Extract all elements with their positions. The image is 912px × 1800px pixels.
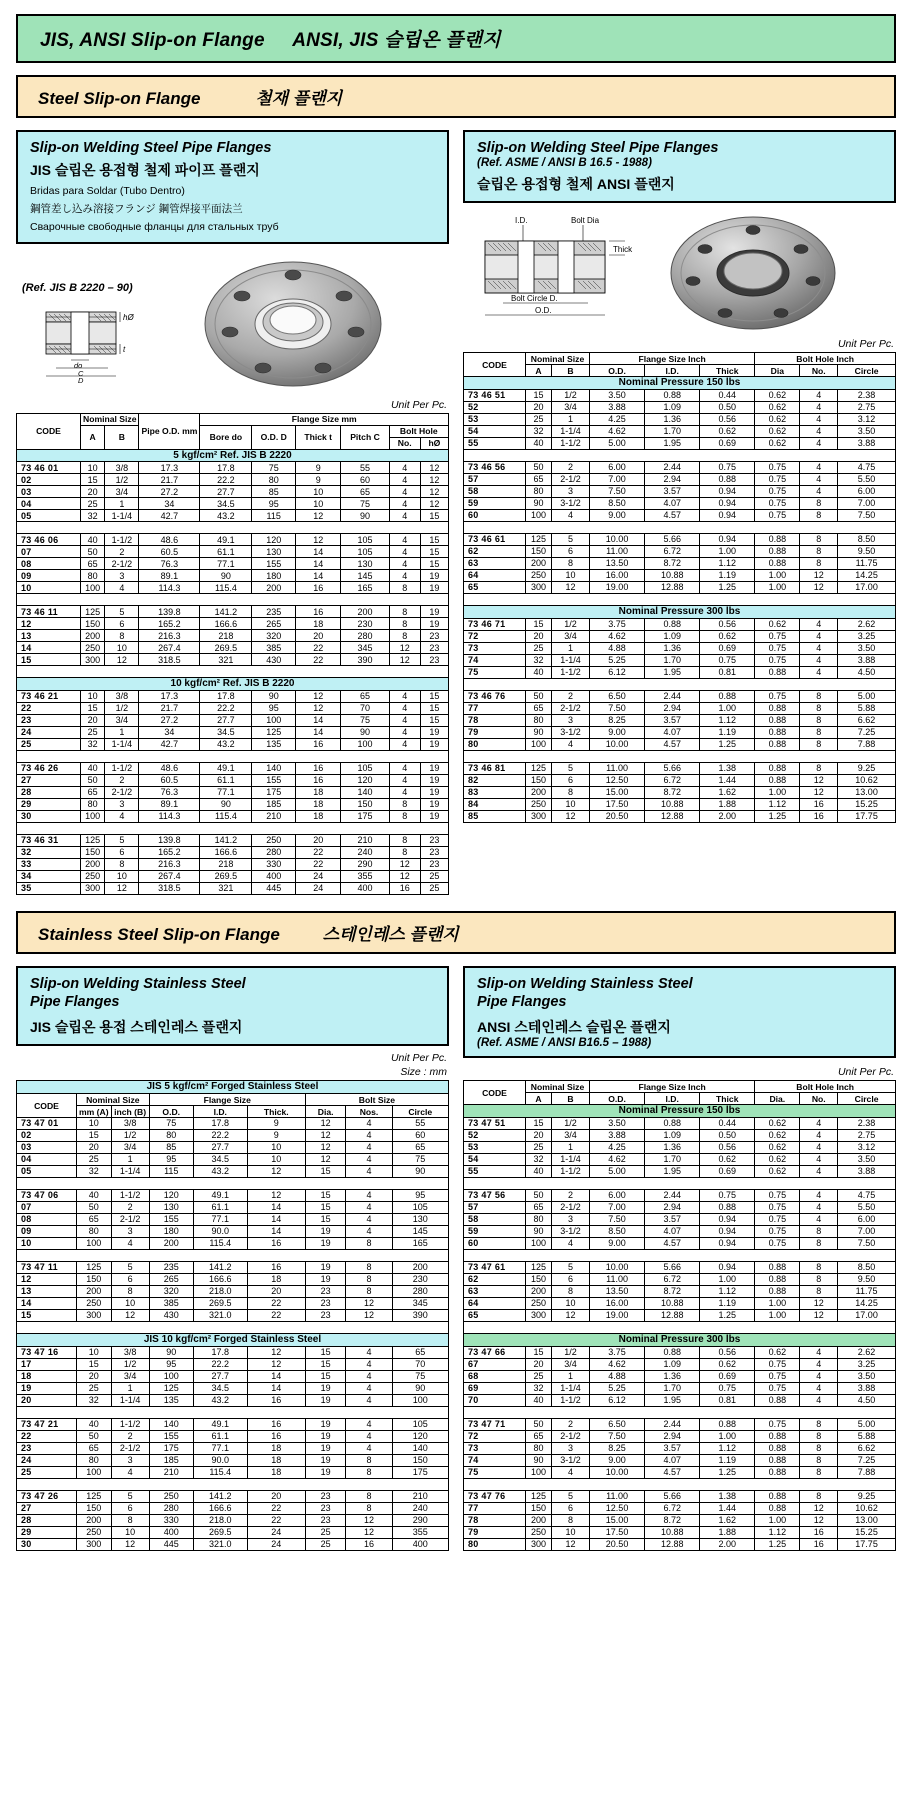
svg-text:I.D.: I.D. <box>515 216 528 226</box>
table-row: 73 47 56 50 2 6.00 2.44 0.75 0.75 4 4.75 <box>464 1190 896 1202</box>
th-od: O.D. <box>149 1106 193 1118</box>
ansi-steel-tbody <box>464 377 896 823</box>
table-row: 73 46 51 15 1/2 3.50 0.88 0.44 0.62 4 2.38 <box>464 389 896 401</box>
table-row: 77 65 2-1/2 7.50 2.94 1.00 0.88 8 5.88 <box>464 702 896 714</box>
jis-ss-unit: Unit Per Pc. <box>390 1052 447 1065</box>
table-row: 13 200 8 216.3 218 320 20 280 8 23 <box>17 630 449 642</box>
table-row: 02 15 1/2 21.7 22.2 80 9 60 4 12 <box>17 474 449 486</box>
table-row: 55 40 1-1/2 5.00 1.95 0.69 0.62 4 3.88 <box>464 437 896 449</box>
table-row: 08 65 2-1/2 76.3 77.1 155 14 130 4 15 <box>17 558 449 570</box>
th-b: B <box>105 425 139 449</box>
jis-steel-title-jp: 鋼管差し込み溶接フランジ 鋼管焊接平面法兰 <box>30 203 243 216</box>
table-row: 04 25 1 95 34.5 10 12 4 75 <box>17 1154 449 1166</box>
ansi-steel-drawing <box>463 211 663 331</box>
th-circle: Circle <box>838 365 896 377</box>
jis-steel-titlebox <box>16 130 449 244</box>
table-row: 73 46 56 50 2 6.00 2.44 0.75 0.75 4 4.75 <box>464 461 896 473</box>
table-row: 08 65 2-1/2 155 77.1 14 15 4 130 <box>17 1214 449 1226</box>
table-row: 28 200 8 330 218.0 22 23 12 290 <box>17 1515 449 1527</box>
table-row: 70 40 1-1/2 6.12 1.95 0.81 0.88 4 4.50 <box>464 1395 896 1407</box>
ansi-ss-ref: (Ref. ASME / ANSI B16.5 – 1988) <box>477 1037 652 1050</box>
ansi-stainless-tbody <box>464 1105 896 1551</box>
table-row: 58 80 3 7.50 3.57 0.94 0.75 4 6.00 <box>464 1214 896 1226</box>
th-code: CODE <box>17 1094 77 1118</box>
table-row: 59 90 3-1/2 8.50 4.07 0.94 0.75 8 7.00 <box>464 497 896 509</box>
stainless-banner-kr: 스테인레스 플랜지 <box>322 925 459 945</box>
table-row: 23 65 2-1/2 175 77.1 18 19 4 140 <box>17 1443 449 1455</box>
table-row: 29 250 10 400 269.5 24 25 12 355 <box>17 1527 449 1539</box>
table-row: 73 46 61 125 5 10.00 5.66 0.94 0.88 8 8.50 <box>464 533 896 545</box>
table-row: 73 47 11 125 5 235 141.2 16 19 8 200 <box>17 1262 449 1274</box>
main-banner-en: JIS, ANSI Slip-on Flange <box>40 30 265 51</box>
jis-steel-figures <box>16 252 449 397</box>
svg-text:C: C <box>78 368 84 378</box>
th-flange: Flange Size <box>149 1094 305 1106</box>
table-row: 57 65 2-1/2 7.00 2.94 0.88 0.75 4 5.50 <box>464 473 896 485</box>
jis-steel-column <box>16 130 449 895</box>
th-pitch: Pitch C <box>341 425 389 449</box>
table-row: 24 80 3 185 90.0 18 19 8 150 <box>17 1455 449 1467</box>
table-row: 73 46 76 50 2 6.50 2.44 0.88 0.75 8 5.00 <box>464 690 896 702</box>
table-row: 32 150 6 165.2 166.6 280 22 240 8 23 <box>17 847 449 859</box>
table-row: 73 46 01 10 3/8 17.3 17.8 75 9 55 4 12 <box>17 462 449 474</box>
table-row: 85 300 12 20.50 12.88 2.00 1.25 16 17.75 <box>464 810 896 822</box>
jis-steel-table <box>16 413 449 896</box>
table-row: 72 20 3/4 4.62 1.09 0.62 0.75 4 3.25 <box>464 630 896 642</box>
jis-steel-photo <box>196 252 449 397</box>
jis-steel-tbody <box>17 449 449 895</box>
th-bolthole: Bolt Hole Inch <box>755 353 896 365</box>
table-row: 73 47 66 15 1/2 3.75 0.88 0.56 0.62 4 2.62 <box>464 1347 896 1359</box>
th-b: B <box>552 365 590 377</box>
table-row: 73 46 26 40 1-1/2 48.6 49.1 140 16 105 4 19 <box>17 763 449 775</box>
table-row: 73 47 61 125 5 10.00 5.66 0.94 0.88 8 8.50 <box>464 1262 896 1274</box>
table-row: 10 100 4 200 115.4 16 19 8 165 <box>17 1238 449 1250</box>
th-code: CODE <box>464 353 526 377</box>
th-code: CODE <box>17 413 81 449</box>
table-row: 52 20 3/4 3.88 1.09 0.50 0.62 4 2.75 <box>464 401 896 413</box>
table-row: 17 15 1/2 95 22.2 12 15 4 70 <box>17 1359 449 1371</box>
jis-ss-title-en-2: Pipe Flanges <box>30 994 120 1011</box>
th-thick: Thick <box>700 1093 755 1105</box>
th-code: CODE <box>464 1081 526 1105</box>
table-row: 68 25 1 4.88 1.36 0.69 0.75 4 3.50 <box>464 1371 896 1383</box>
table-row: 03 20 3/4 27.2 27.7 85 10 65 4 12 <box>17 486 449 498</box>
ansi-ss-section-2: Nominal Pressure 300 lbs <box>464 1334 896 1347</box>
th-holedia: hØ <box>420 437 448 449</box>
table-row: 62 150 6 11.00 6.72 1.00 0.88 8 9.50 <box>464 1274 896 1286</box>
table-row: 09 80 3 180 90.0 14 19 4 145 <box>17 1226 449 1238</box>
th-no: No. <box>800 1093 838 1105</box>
table-row: 30 300 12 445 321.0 24 25 16 400 <box>17 1539 449 1551</box>
table-row: 74 32 1-1/4 5.25 1.70 0.75 0.75 4 3.88 <box>464 654 896 666</box>
table-row: 04 25 1 34 34.5 95 10 75 4 12 <box>17 498 449 510</box>
svg-text:hØ: hØ <box>123 312 134 322</box>
table-row: 14 250 10 385 269.5 22 23 12 345 <box>17 1298 449 1310</box>
ansi-steel-titlebox <box>463 130 896 203</box>
table-row: 27 150 6 280 166.6 22 23 8 240 <box>17 1503 449 1515</box>
table-row: 67 20 3/4 4.62 1.09 0.62 0.75 4 3.25 <box>464 1359 896 1371</box>
th-nominal: Nominal Size <box>81 413 139 425</box>
table-row: 60 100 4 9.00 4.57 0.94 0.75 8 7.50 <box>464 1238 896 1250</box>
table-row: 18 20 3/4 100 27.7 14 15 4 75 <box>17 1371 449 1383</box>
steel-banner-kr: 철재 플랜지 <box>255 89 343 108</box>
th-b: B <box>552 1093 590 1105</box>
steel-banner <box>16 75 896 118</box>
table-row: 82 150 6 12.50 6.72 1.44 0.88 12 10.62 <box>464 774 896 786</box>
ansi-steel-table <box>463 352 896 823</box>
jis-ss-section-2: JIS 10 kgf/cm² Forged Stainless Steel <box>17 1334 449 1347</box>
table-row: 74 90 3-1/2 9.00 4.07 1.19 0.88 8 7.25 <box>464 1455 896 1467</box>
main-banner <box>16 14 896 63</box>
jis-steel-title-kr: JIS 슬립온 용접형 철제 파이프 플랜지 <box>30 162 260 179</box>
svg-text:D: D <box>78 375 84 384</box>
table-row: 79 250 10 17.50 10.88 1.88 1.12 16 15.25 <box>464 1527 896 1539</box>
th-bolthole: Bolt Hole Inch <box>755 1081 896 1093</box>
steel-columns <box>16 130 896 895</box>
svg-text:O.D.: O.D. <box>535 306 552 316</box>
table-row: 73 47 16 10 3/8 90 17.8 12 15 4 65 <box>17 1347 449 1359</box>
table-row: 84 250 10 17.50 10.88 1.88 1.12 16 15.25 <box>464 798 896 810</box>
jis-flange-section-drawing <box>16 294 191 384</box>
th-flange: Flange Size Inch <box>590 1081 755 1093</box>
ansi-flange-section-drawing <box>463 211 659 331</box>
table-row: 02 15 1/2 80 22.2 9 12 4 60 <box>17 1130 449 1142</box>
table-row: 22 50 2 155 61.1 16 19 4 120 <box>17 1431 449 1443</box>
table-row: 22 15 1/2 21.7 22.2 95 12 70 4 15 <box>17 703 449 715</box>
table-row: 78 200 8 15.00 8.72 1.62 1.00 12 13.00 <box>464 1515 896 1527</box>
th-nominal: Nominal Size <box>526 1081 590 1093</box>
table-row: 54 32 1-1/4 4.62 1.70 0.62 0.62 4 3.50 <box>464 1154 896 1166</box>
svg-text:Bolt Circle D.: Bolt Circle D. <box>511 294 558 304</box>
table-row: 57 65 2-1/2 7.00 2.94 0.88 0.75 4 5.50 <box>464 1202 896 1214</box>
table-row: 63 200 8 13.50 8.72 1.12 0.88 8 11.75 <box>464 557 896 569</box>
table-row: 80 300 12 20.50 12.88 2.00 1.25 16 17.75 <box>464 1539 896 1551</box>
th-flange: Flange Size mm <box>200 413 449 425</box>
jis-flange-photo <box>196 252 386 397</box>
table-row: 20 32 1-1/4 135 43.2 16 19 4 100 <box>17 1395 449 1407</box>
table-row: 78 80 3 8.25 3.57 1.12 0.88 8 6.62 <box>464 714 896 726</box>
table-row: 73 46 81 125 5 11.00 5.66 1.38 0.88 8 9.25 <box>464 762 896 774</box>
jis-steel-drawing <box>16 252 196 384</box>
table-row: 33 200 8 216.3 218 330 22 290 12 23 <box>17 859 449 871</box>
ansi-ss-title-kr: ANSI 스테인레스 슬립온 플랜지 <box>477 1019 671 1036</box>
ansi-steel-unit: Unit Per Pc. <box>837 338 894 351</box>
table-row: 07 50 2 130 61.1 14 15 4 105 <box>17 1202 449 1214</box>
th-nominal: Nominal Size <box>77 1094 150 1106</box>
jis-steel-title-es: Bridas para Soldar (Tubo Dentro) <box>30 185 185 198</box>
ansi-steel-column <box>463 130 896 895</box>
main-banner-kr: ANSI, JIS 슬립온 플랜지 <box>292 30 501 51</box>
ansi-ss-title-en-2: Pipe Flanges <box>477 994 567 1011</box>
table-row: 73 25 1 4.88 1.36 0.69 0.75 4 3.50 <box>464 642 896 654</box>
table-row: 25 32 1-1/4 42.7 43.2 135 16 100 4 19 <box>17 739 449 751</box>
jis-ss-title-kr: JIS 슬립온 용접 스테인레스 플랜지 <box>30 1019 243 1036</box>
table-row: 13 200 8 320 218.0 20 23 8 280 <box>17 1286 449 1298</box>
table-row: 10 100 4 114.3 115.4 200 16 165 8 19 <box>17 582 449 594</box>
th-flange: Flange Size Inch <box>590 353 755 365</box>
table-row: 15 300 12 430 321.0 22 23 12 390 <box>17 1310 449 1322</box>
th-od: O.D. <box>590 365 645 377</box>
jis-steel-section-1: 5 kgf/cm² Ref. JIS B 2220 <box>17 449 449 462</box>
ansi-steel-title-en: Slip-on Welding Steel Pipe Flanges <box>477 140 719 156</box>
table-row: 73 47 21 40 1-1/2 140 49.1 16 19 4 105 <box>17 1419 449 1431</box>
jis-steel-section-2: 10 kgf/cm² Ref. JIS B 2220 <box>17 678 449 691</box>
table-row: 73 47 26 125 5 250 141.2 20 23 8 210 <box>17 1491 449 1503</box>
ansi-ss-section-1: Nominal Pressure 150 lbs <box>464 1105 896 1118</box>
table-row: 14 250 10 267.4 269.5 385 22 345 12 23 <box>17 642 449 654</box>
table-row: 75 100 4 10.00 4.57 1.25 0.88 8 7.88 <box>464 1467 896 1479</box>
table-row: 27 50 2 60.5 61.1 155 16 120 4 19 <box>17 775 449 787</box>
th-bore: Bore do <box>200 425 252 449</box>
table-row: 55 40 1-1/2 5.00 1.95 0.69 0.62 4 3.88 <box>464 1166 896 1178</box>
ansi-stainless-titlebox <box>463 966 896 1058</box>
th-dia: Dia <box>755 365 800 377</box>
th-thick: Thick. <box>247 1106 305 1118</box>
jis-stainless-column <box>16 966 449 1551</box>
th-nominal: Nominal Size <box>526 353 590 365</box>
table-row: 73 46 71 15 1/2 3.75 0.88 0.56 0.62 4 2.62 <box>464 618 896 630</box>
table-row: 58 80 3 7.50 3.57 0.94 0.75 4 6.00 <box>464 485 896 497</box>
th-od: O.D. D <box>252 425 295 449</box>
table-row: 03 20 3/4 85 27.7 10 12 4 65 <box>17 1142 449 1154</box>
table-row: 63 200 8 13.50 8.72 1.12 0.88 8 11.75 <box>464 1286 896 1298</box>
th-a: A <box>81 425 105 449</box>
svg-text:Thick: Thick <box>613 245 633 255</box>
ansi-steel-section-1: Nominal Pressure 150 lbs <box>464 377 896 390</box>
table-row: 19 25 1 125 34.5 14 19 4 90 <box>17 1383 449 1395</box>
table-row: 77 150 6 12.50 6.72 1.44 0.88 12 10.62 <box>464 1503 896 1515</box>
jis-ss-section-1: JIS 5 kgf/cm² Forged Stainless Steel <box>17 1081 449 1094</box>
th-a: A <box>526 1093 552 1105</box>
table-row: 73 46 06 40 1-1/2 48.6 49.1 120 12 105 4 15 <box>17 534 449 546</box>
ansi-stainless-table <box>463 1080 896 1551</box>
table-row: 65 300 12 19.00 12.88 1.25 1.00 12 17.00 <box>464 1310 896 1322</box>
svg-text:do: do <box>74 360 83 370</box>
ansi-steel-title-kr: 슬립온 용접형 철제 ANSI 플랜지 <box>477 176 675 193</box>
table-row: 29 80 3 89.1 90 185 18 150 8 19 <box>17 799 449 811</box>
table-row: 73 47 76 125 5 11.00 5.66 1.38 0.88 8 9.25 <box>464 1491 896 1503</box>
table-row: 73 47 01 10 3/8 75 17.8 9 12 4 55 <box>17 1118 449 1130</box>
th-thick: Thick <box>700 365 755 377</box>
th-pipe-od: Pipe O.D. mm <box>139 413 200 449</box>
table-row: 79 90 3-1/2 9.00 4.07 1.19 0.88 8 7.25 <box>464 726 896 738</box>
table-row: 23 20 3/4 27.2 27.7 100 14 75 4 15 <box>17 715 449 727</box>
table-row: 69 32 1-1/4 5.25 1.70 0.75 0.75 4 3.88 <box>464 1383 896 1395</box>
table-row: 62 150 6 11.00 6.72 1.00 0.88 8 9.50 <box>464 545 896 557</box>
table-row: 73 46 31 125 5 139.8 141.2 250 20 210 8 23 <box>17 835 449 847</box>
svg-text:Bolt Dia: Bolt Dia <box>571 216 600 226</box>
jis-steel-title-ru: Сварочные свободные фланцы для стальных труб <box>30 221 279 234</box>
ansi-steel-figures <box>463 211 896 336</box>
table-row: 73 46 11 125 5 139.8 141.2 235 16 200 8 19 <box>17 606 449 618</box>
th-od: O.D. <box>590 1093 645 1105</box>
table-row: 54 32 1-1/4 4.62 1.70 0.62 0.62 4 3.50 <box>464 425 896 437</box>
th-id: I.D. <box>645 365 700 377</box>
th-circle: Circle <box>838 1093 896 1105</box>
steel-banner-en: Steel Slip-on Flange <box>38 89 201 108</box>
th-mm: mm (A) <box>77 1106 112 1118</box>
table-row: 35 300 12 318.5 321 445 24 400 16 25 <box>17 883 449 895</box>
table-row: 65 300 12 19.00 12.88 1.25 1.00 12 17.00 <box>464 581 896 593</box>
th-bolt: Bolt Size <box>305 1094 448 1106</box>
svg-text:t: t <box>123 344 126 354</box>
th-inch: inch (B) <box>111 1106 149 1118</box>
th-id: I.D. <box>645 1093 700 1105</box>
th-no: No. <box>800 365 838 377</box>
table-row: 15 300 12 318.5 321 430 22 390 12 23 <box>17 654 449 666</box>
table-row: 64 250 10 16.00 10.88 1.19 1.00 12 14.25 <box>464 1298 896 1310</box>
table-row: 24 25 1 34 34.5 125 14 90 4 19 <box>17 727 449 739</box>
ansi-ss-title-en-1: Slip-on Welding Stainless Steel <box>477 976 693 993</box>
table-row: 72 65 2-1/2 7.50 2.94 1.00 0.88 8 5.88 <box>464 1431 896 1443</box>
th-id: I.D. <box>193 1106 247 1118</box>
th-thick: Thick t <box>295 425 340 449</box>
jis-stainless-titlebox <box>16 966 449 1046</box>
jis-steel-title-en: Slip-on Welding Steel Pipe Flanges <box>30 140 272 156</box>
table-row: 75 40 1-1/2 6.12 1.95 0.81 0.88 4 4.50 <box>464 666 896 678</box>
table-row: 80 100 4 10.00 4.57 1.25 0.88 8 7.88 <box>464 738 896 750</box>
table-row: 53 25 1 4.25 1.36 0.56 0.62 4 3.12 <box>464 413 896 425</box>
table-row: 12 150 6 265 166.6 18 19 8 230 <box>17 1274 449 1286</box>
stainless-banner <box>16 911 896 954</box>
table-row: 52 20 3/4 3.88 1.09 0.50 0.62 4 2.75 <box>464 1130 896 1142</box>
table-row: 73 47 51 15 1/2 3.50 0.88 0.44 0.62 4 2.38 <box>464 1118 896 1130</box>
ansi-steel-ref: (Ref. ASME / ANSI B 16.5 - 1988) <box>477 157 652 170</box>
table-row: 73 47 71 50 2 6.50 2.44 0.88 0.75 8 5.00 <box>464 1419 896 1431</box>
table-row: 60 100 4 9.00 4.57 0.94 0.75 8 7.50 <box>464 509 896 521</box>
table-row: 05 32 1-1/4 42.7 43.2 115 12 90 4 15 <box>17 510 449 522</box>
table-row: 07 50 2 60.5 61.1 130 14 105 4 15 <box>17 546 449 558</box>
ansi-flange-photo <box>663 211 843 336</box>
table-row: 34 250 10 267.4 269.5 400 24 355 12 25 <box>17 871 449 883</box>
table-row: 73 46 21 10 3/8 17.3 17.8 90 12 65 4 15 <box>17 691 449 703</box>
jis-ss-title-en-1: Slip-on Welding Stainless Steel <box>30 976 246 993</box>
jis-stainless-tbody <box>17 1118 449 1551</box>
ansi-stainless-column <box>463 966 896 1551</box>
stainless-banner-en: Stainless Steel Slip-on Flange <box>38 925 280 945</box>
table-row: 59 90 3-1/2 8.50 4.07 0.94 0.75 8 7.00 <box>464 1226 896 1238</box>
th-nos: Nos. <box>346 1106 392 1118</box>
table-row: 73 47 06 40 1-1/2 120 49.1 12 15 4 95 <box>17 1190 449 1202</box>
ansi-steel-photo <box>663 211 896 336</box>
table-row: 30 100 4 114.3 115.4 210 18 175 8 19 <box>17 811 449 823</box>
th-dia: Dia. <box>305 1106 346 1118</box>
table-row: 12 150 6 165.2 166.6 265 18 230 8 19 <box>17 618 449 630</box>
jis-ss-size: Size : mm <box>400 1066 447 1079</box>
th-bolthole: Bolt Hole <box>389 425 448 437</box>
table-row: 83 200 8 15.00 8.72 1.62 1.00 12 13.00 <box>464 786 896 798</box>
stainless-columns <box>16 966 896 1551</box>
th-no: No. <box>389 437 420 449</box>
table-row: 28 65 2-1/2 76.3 77.1 175 18 140 4 19 <box>17 787 449 799</box>
jis-stainless-table <box>16 1080 449 1551</box>
jis-steel-unit: Unit Per Pc. <box>390 398 447 411</box>
table-row: 73 80 3 8.25 3.57 1.12 0.88 8 6.62 <box>464 1443 896 1455</box>
th-dia: Dia. <box>755 1093 800 1105</box>
table-row: 53 25 1 4.25 1.36 0.56 0.62 4 3.12 <box>464 1142 896 1154</box>
jis-steel-ref: (Ref. JIS B 2220 – 90) <box>22 281 133 294</box>
th-a: A <box>526 365 552 377</box>
table-row: 64 250 10 16.00 10.88 1.19 1.00 12 14.25 <box>464 569 896 581</box>
ansi-steel-section-2: Nominal Pressure 300 lbs <box>464 605 896 618</box>
table-row: 25 100 4 210 115.4 18 19 8 175 <box>17 1467 449 1479</box>
table-row: 05 32 1-1/4 115 43.2 12 15 4 90 <box>17 1166 449 1178</box>
th-circle: Circle <box>392 1106 448 1118</box>
ansi-ss-unit: Unit Per Pc. <box>837 1066 894 1079</box>
table-row: 09 80 3 89.1 90 180 14 145 4 19 <box>17 570 449 582</box>
